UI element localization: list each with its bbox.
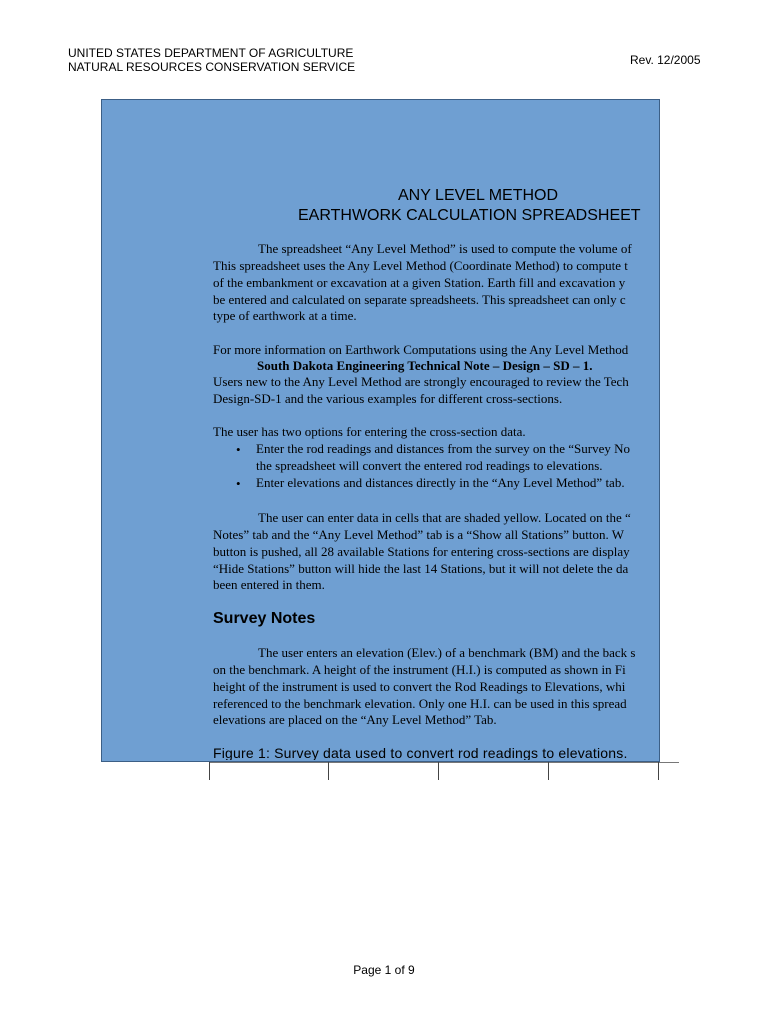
agency-header [68, 46, 355, 74]
bullet-2: Enter elevations and distances directly in the “Any Level Method” tab. [256, 475, 625, 490]
table-column-divider [328, 762, 329, 780]
para4-line-5: elevations are placed on the “Any Level Method” Tab. [213, 712, 497, 727]
bullet-dot: • [236, 442, 241, 457]
para4-line-4: referenced to the benchmark elevation. Only one H.I. can be used in this spread [213, 696, 627, 711]
section-heading-survey-notes: Survey Notes [213, 610, 316, 627]
bullet-dot: • [236, 476, 241, 491]
para1-line-1: The spreadsheet “Any Level Method” is used to compute the volume of [258, 241, 632, 256]
para4-line-1: The user enters an elevation (Elev.) of a benchmark (BM) and the back s [258, 645, 636, 660]
options-intro: The user has two options for entering the cross-section data. [213, 424, 526, 439]
para2-line-4: Design-SD-1 and the various examples for different cross-sections. [213, 391, 563, 406]
para2-line-3: Users new to the Any Level Method are strongly encouraged to review the Tech [213, 374, 629, 389]
para1-line-3: of the embankment or excavation at a given Station. Earth fill and excavation y [213, 275, 626, 290]
para4-line-3: height of the instrument is used to convert the Rod Readings to Elevations, whi [213, 679, 626, 694]
table-column-divider [438, 762, 439, 780]
revision-label: Rev. 12/2005 [630, 53, 701, 67]
para1-line-5: type of earthwork at a time. [213, 308, 357, 323]
title-line-2: EARTHWORK CALCULATION SPREADSHEET [298, 207, 641, 224]
table-column-divider [658, 762, 659, 780]
technical-note-reference: South Dakota Engineering Technical Note – Design – SD – 1. [257, 358, 593, 373]
survey-table-top-edge [209, 762, 679, 780]
bullet-1-line-2: the spreadsheet will convert the entered rod readings to elevations. [256, 458, 603, 473]
table-column-divider [548, 762, 549, 780]
figure-caption: Figure 1: Survey data used to convert rod readings to elevations. [213, 745, 628, 760]
para1-line-2: This spreadsheet uses the Any Level Method (Coordinate Method) to compute t [213, 258, 628, 273]
bullet-1-line-1: Enter the rod readings and distances from the survey on the “Survey No [256, 441, 631, 456]
table-column-divider [209, 762, 210, 780]
agency-line-2: NATURAL RESOURCES CONSERVATION SERVICE [68, 60, 356, 74]
para3-line-2: Notes” tab and the “Any Level Method” tab is a “Show all Stations” button. W [213, 527, 624, 542]
para3-line-1: The user can enter data in cells that are shaded yellow. Located on the “ [258, 510, 631, 525]
para3-line-4: “Hide Stations” button will hide the last 14 Stations, but it will not delete the da [213, 561, 629, 576]
agency-line-1: UNITED STATES DEPARTMENT OF AGRICULTURE [68, 46, 354, 60]
title-line-1: ANY LEVEL METHOD [398, 187, 559, 204]
para1-line-4: be entered and calculated on separate spreadsheets. This spreadsheet can only c [213, 292, 626, 307]
page-number: Page 1 of 9 [353, 963, 415, 977]
para3-line-3: button is pushed, all 28 available Stations for entering cross-sections are display [213, 544, 630, 559]
document-body [213, 180, 678, 760]
para3-line-5: been entered in them. [213, 577, 325, 592]
table-border [209, 762, 679, 763]
para4-line-2: on the benchmark. A height of the instrument (H.I.) is computed as shown in Fi [213, 662, 626, 677]
para2-line-1: For more information on Earthwork Computations using the Any Level Method [213, 342, 629, 357]
